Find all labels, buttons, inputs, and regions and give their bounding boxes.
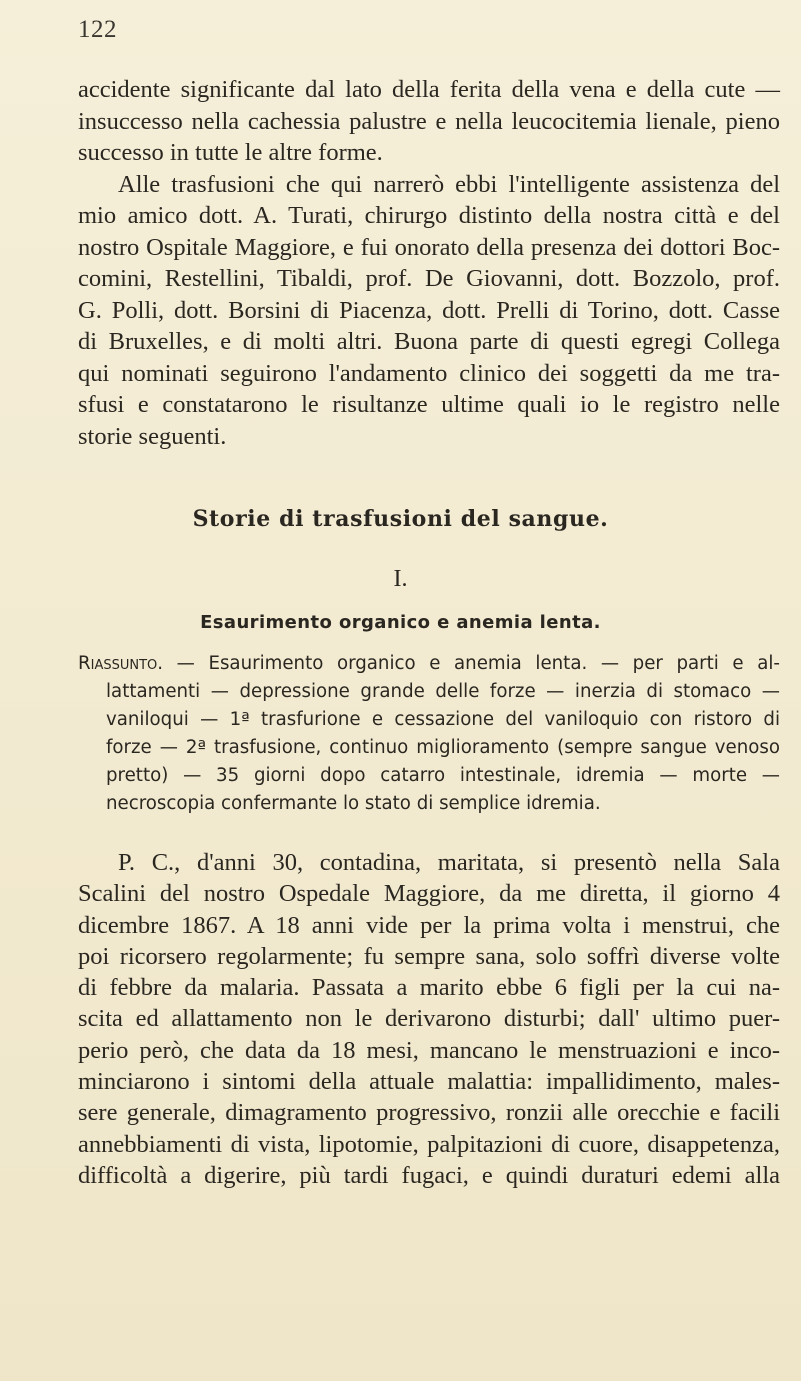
text-line: qui nominati seguirono l'andamento clinico dei soggetti da me tra- [78,359,780,387]
text-line: insuccesso nella cachessia palustre e nella leucocitemia lienale, pieno [78,107,780,135]
intro-paragraphs [78,74,780,452]
case-body-paragraph [78,847,780,1191]
text-line: comini, Restellini, Tibaldi, prof. De Giovanni, dott. Bozzolo, prof. [78,265,780,292]
text-line: sfusi e constatarono le risultanze ultime quali io le registro nelle [78,391,780,418]
text-line: storie seguenti. [78,422,227,450]
text-line: di febbre da malaria. Passata a marito ebbe 6 figli per la cui na- [78,974,780,1002]
text-line: P. C., d'anni 30, contadina, maritata, si presentò nella Sala [118,849,780,876]
text-line: annebbiamenti di vista, lipotomie, palpitazioni di cuore, disappetenza, [78,1130,780,1158]
summary-line [78,650,780,678]
text-line: dicembre 1867. A 18 anni vide per la prima volta i menstrui, che [78,911,780,939]
text-line: accidente significante dal lato della ferita della vena e della cute — [78,76,780,103]
text-line: sere generale, dimagramento progressivo, ronzii alle orecchie e facili [78,1099,780,1127]
summary-line: necroscopia confermante lo stato di semplice idremia. [106,793,601,814]
page-number: 122 [78,16,117,43]
text-line: G. Polli, dott. Borsini di Piacenza, dott. Prelli di Torino, dott. Casse [78,296,780,324]
section-title: Storie di trasfusioni del sangue. [192,506,609,532]
summary-line: vaniloqui — 1ª trasfurione e cessazione del vaniloquio con ristoro di [106,709,780,730]
summary-line: forze — 2ª trasfusione, continuo miglioramento (sempre sangue venoso [106,737,780,758]
case-number: I. [393,566,408,592]
case-summary [78,650,780,818]
text-line: scita ed allattamento non le derivarono disturbi; dall' ultimo puer- [78,1005,780,1033]
summary-line-text: — Esaurimento organico e anemia lenta. — per parti e al- [163,653,780,674]
summary-line: lattamenti — depressione grande delle forze — inerzia di stomaco — [106,681,780,702]
text-line: minciarono i sintomi della attuale malattia: impallidimento, males- [78,1068,780,1096]
text-line: successo in tutte le altre forme. [78,139,383,166]
summary-line: pretto) — 35 giorni dopo catarro intestinale, idremia — morte — [106,765,780,786]
text-line: Scalini del nostro Ospedale Maggiore, da me diretta, il giorno 4 [78,880,780,908]
summary-label: Riassunto. [78,653,164,674]
case-title: Esaurimento organico e anemia lenta. [200,612,601,633]
text-line: mio amico dott. A. Turati, chirurgo distinto della nostra città e del [78,202,780,229]
text-line: perio però, che data da 18 mesi, mancano le menstruazioni e inco- [78,1036,780,1064]
text-line: di Bruxelles, e di molti altri. Buona parte di questi egregi Collega [78,328,780,355]
text-line: poi ricorsero regolarmente; fu sempre sana, solo soffrì diverse volte [78,942,780,970]
text-line: difficoltà a digerire, più tardi fugaci, e quindi duraturi edemi alla [78,1161,780,1189]
text-line: nostro Ospitale Maggiore, e fui onorato della presenza dei dottori Boc- [78,233,780,261]
text-line: Alle trasfusioni che qui narrerò ebbi l'intelligente assistenza del [118,170,780,198]
